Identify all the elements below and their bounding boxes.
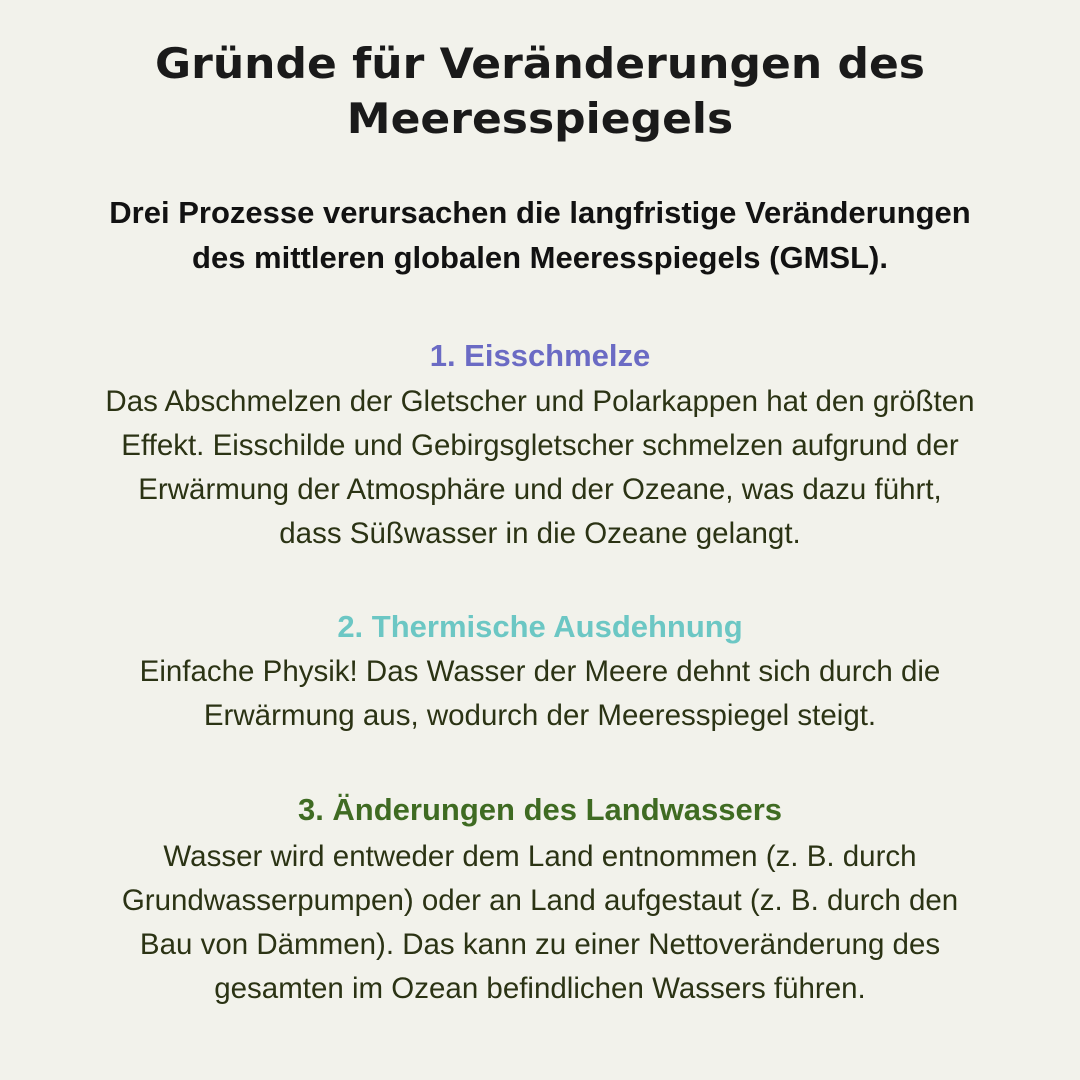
section-line: Grundwasserpumpen) oder an Land aufgestaut (z. B. durch den — [121, 884, 959, 917]
section-line: Wasser wird entweder dem Land entnommen (z. B. durch — [163, 840, 917, 873]
title-line-1: Gründe für Veränderungen des — [155, 39, 925, 89]
intro-line-2: des mittleren globalen Meeresspiegels (GMSL). — [192, 240, 888, 275]
section-body-land-water — [10, 835, 1070, 1011]
section-line: Einfache Physik! Das Wasser der Meere dehnt sich durch die — [139, 655, 941, 688]
section-line: Erwärmung aus, wodurch der Meeresspiegel steigt. — [203, 699, 877, 732]
section-line: Das Abschmelzen der Gletscher und Polarkappen hat den größten — [105, 385, 975, 418]
title-line-2: Meeresspiegels — [346, 94, 734, 144]
section-line: Bau von Dämmen). Das kann zu einer Nettoveränderung des — [139, 928, 941, 961]
section-heading-thermal-expansion: 2. Thermische Ausdehnung — [337, 609, 743, 644]
section-line: gesamten im Ozean befindlichen Wassers führen. — [214, 972, 866, 1005]
section-heading-land-water: 3. Änderungen des Landwassers — [297, 792, 783, 827]
section-line: Erwärmung der Atmosphäre und der Ozeane, was dazu führt, — [138, 473, 942, 506]
section-body-ice-melt — [10, 380, 1070, 556]
section-line: Effekt. Eisschilde und Gebirgsgletscher schmelzen aufgrund der — [121, 429, 959, 462]
intro-line-1: Drei Prozesse verursachen die langfristige Veränderungen — [109, 195, 971, 230]
intro-text — [20, 190, 1060, 280]
section-line: dass Süßwasser in die Ozeane gelangt. — [279, 517, 801, 550]
page-title — [20, 37, 1060, 147]
section-heading-ice-melt: 1. Eisschmelze — [429, 338, 651, 373]
section-body-thermal-expansion — [10, 650, 1070, 738]
